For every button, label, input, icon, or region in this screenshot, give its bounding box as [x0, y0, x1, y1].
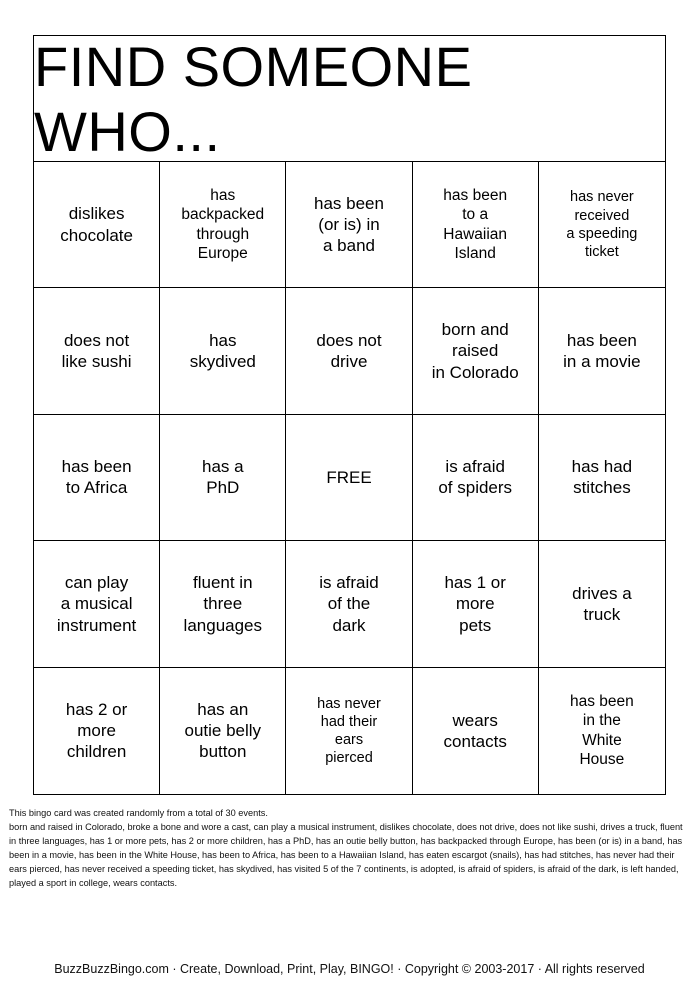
bingo-cell: has an outie belly button	[160, 668, 286, 794]
bingo-cell: has been to Africa	[34, 415, 160, 541]
bingo-cell: is afraid of the dark	[286, 541, 412, 667]
bingo-cell: has skydived	[160, 288, 286, 414]
bingo-cell: has never received a speeding ticket	[539, 162, 665, 288]
bingo-cell: dislikes chocolate	[34, 162, 160, 288]
footer-notes	[9, 806, 685, 890]
bingo-cell: has been (or is) in a band	[286, 162, 412, 288]
events-list: born and raised in Colorado, broke a bone and wore a cast, can play a musical instrument, dislikes chocolate, does not drive, does not like sushi, drives a truck, fluent in three languages, has 1 or more pets, has 2 or more children, has a PhD, has an outie belly button, has backpacked through Europe, has been (or is) in a band, has been in a movie, has been in the White House, has been to Africa, has been to a Hawaiian Island, has eaten escargot (snails), has had stitches, has never had their ears pierced, has never received a speeding ticket, has skydived, has visited 5 of the 7 continents, is adopted, is afraid of spiders, is afraid of the dark, is left handed, played a sport in college, wears contacts.	[9, 822, 683, 888]
bingo-cell: does not like sushi	[34, 288, 160, 414]
bingo-cell: born and raised in Colorado	[413, 288, 539, 414]
bingo-cell: has 2 or more children	[34, 668, 160, 794]
site-credit: BuzzBuzzBingo.com · Create, Download, Print, Play, BINGO! · Copyright © 2003-2017 · All rights reserved	[54, 962, 645, 976]
bingo-cell: has been in the White House	[570, 693, 634, 769]
bingo-cell: does not drive	[286, 288, 412, 414]
bingo-card	[33, 35, 666, 795]
bingo-cell: can play a musical instrument	[34, 541, 160, 667]
bingo-cell: has been to a Hawaiian Island	[413, 162, 539, 288]
bingo-cell: has backpacked through Europe	[160, 162, 286, 288]
bingo-cell: drives a truck	[539, 541, 665, 667]
bingo-cell: has never had their ears pierced	[286, 668, 412, 794]
bingo-cell: fluent in three languages	[160, 541, 286, 667]
card-title: FIND SOMEONE WHO...	[34, 36, 665, 162]
bingo-cell: FREE	[286, 415, 412, 541]
bingo-cell: has been in a movie	[539, 288, 665, 414]
bingo-cell: has had stitches	[539, 415, 665, 541]
bingo-cell: wears contacts	[413, 668, 539, 794]
bingo-cell: is afraid of spiders	[413, 415, 539, 541]
bingo-cell: has a PhD	[160, 415, 286, 541]
bingo-grid	[34, 162, 665, 794]
events-count-note: This bingo card was created randomly from a total of 30 events.	[9, 808, 268, 818]
bingo-cell: has 1 or more pets	[413, 541, 539, 667]
